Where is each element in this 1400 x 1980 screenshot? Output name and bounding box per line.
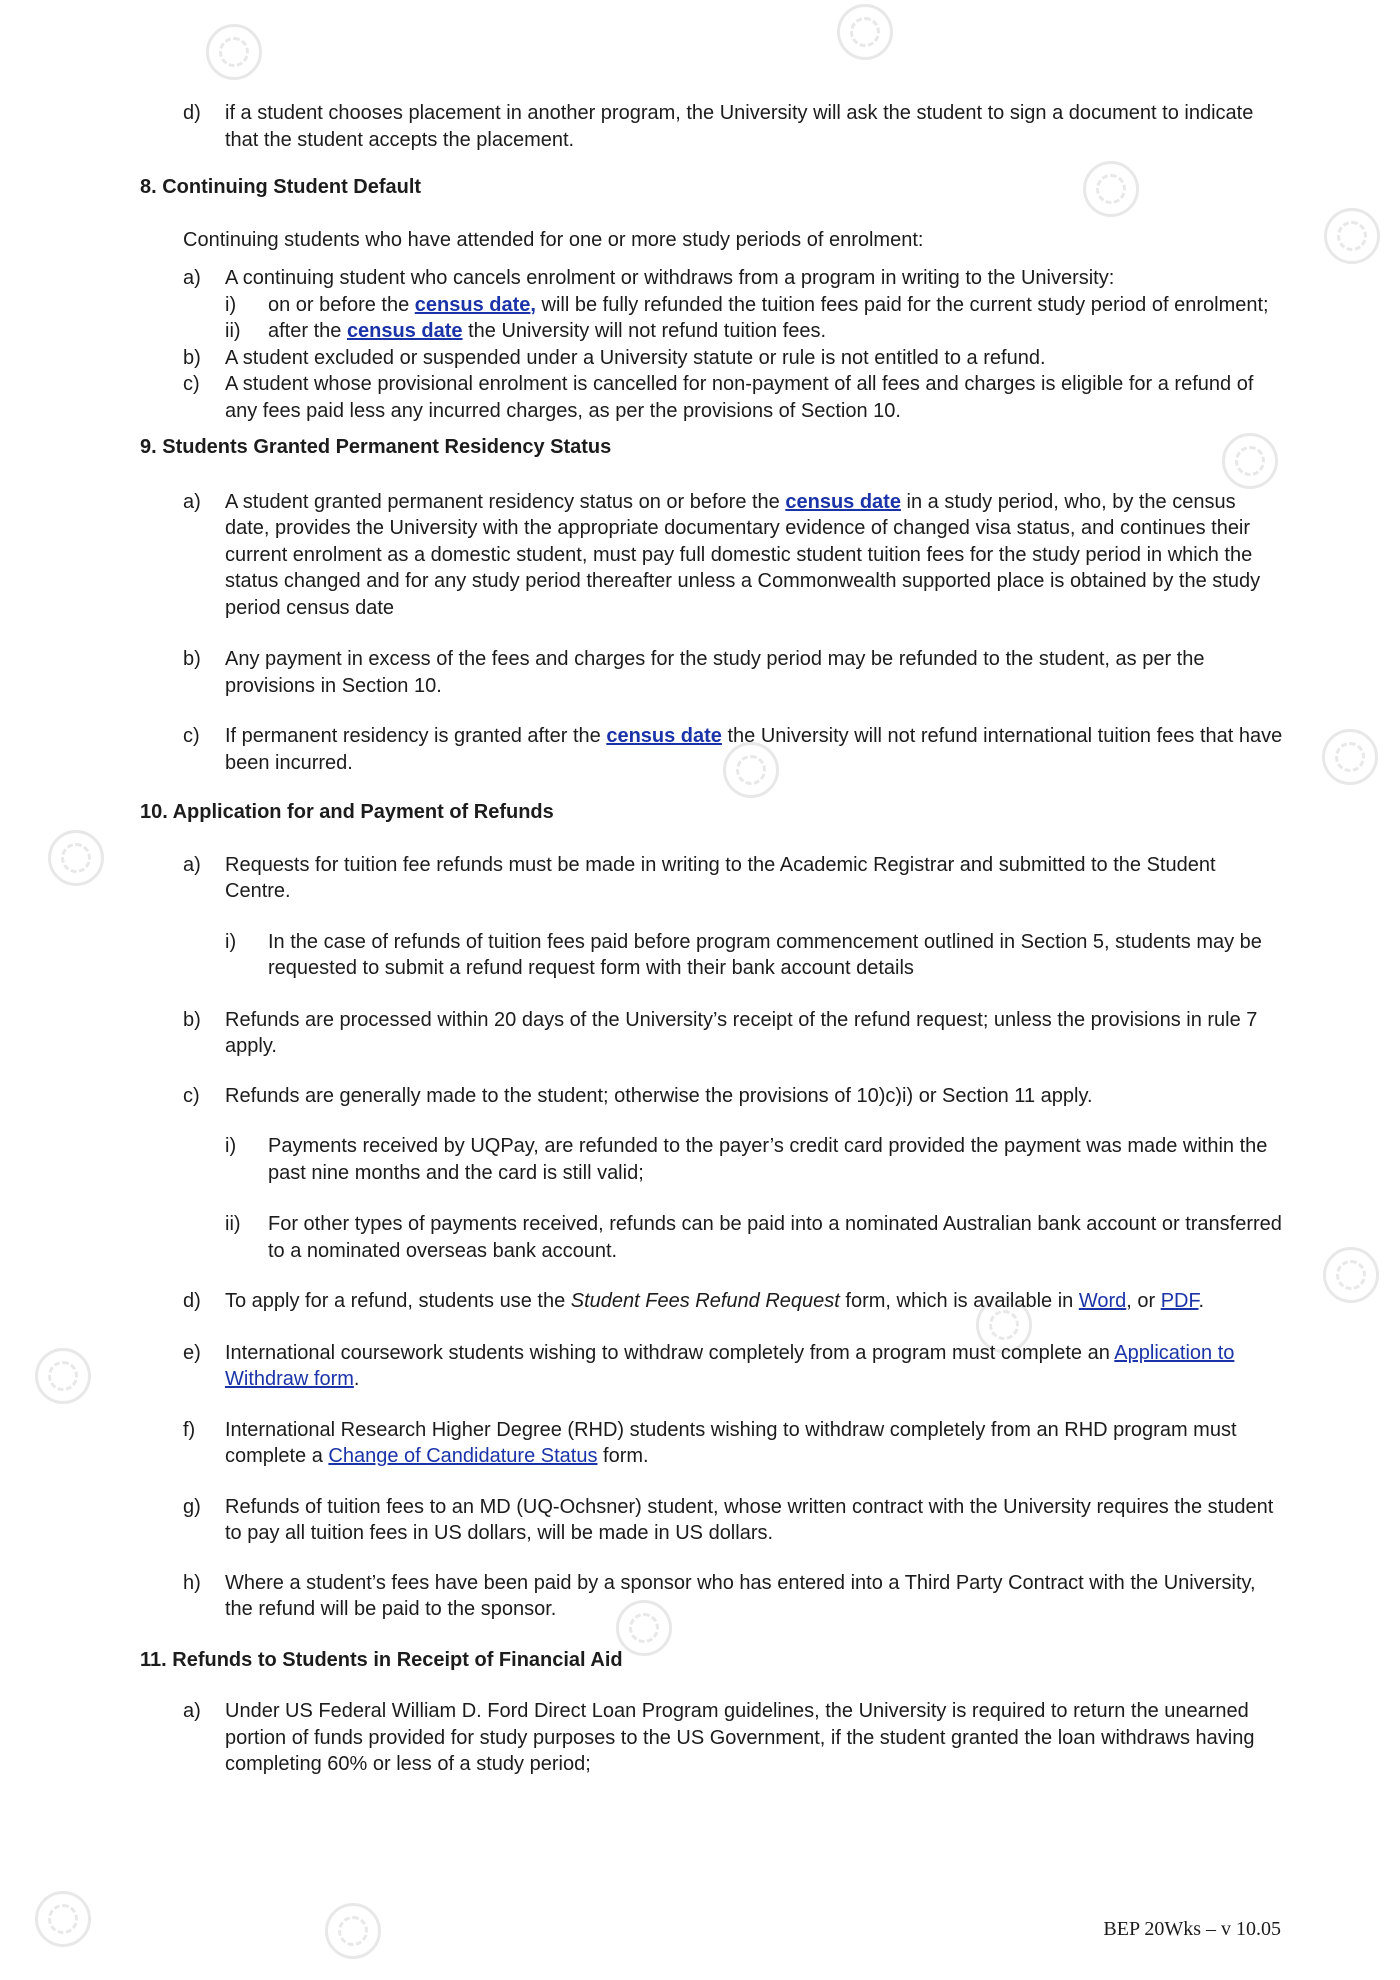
item-text: A student granted permanent residency status on or before the	[225, 490, 786, 513]
item-text: Under US Federal William D. Ford Direct Loan Program guidelines, the University is required to return the unearned portion of funds provided for study purposes to the US Government, if the student granted the loan withdraws having completing 60% or less of a study period;	[225, 1700, 1255, 1775]
list-item-10d	[140, 1288, 1285, 1315]
census-date-link[interactable]: census date	[785, 490, 901, 513]
item-marker: c)	[183, 725, 200, 747]
item-text: In the case of refunds of tuition fees paid before program commencement outlined in Section 5, students may be requested to submit a refund request form with their bank account details	[268, 930, 1262, 979]
item-text: if a student chooses placement in another program, the University will ask the student to sign a document to indicate that the student accepts the placement.	[225, 102, 1254, 151]
section-heading-9: 9. Students Granted Permanent Residency Status	[140, 436, 612, 458]
watermark-logo-icon	[325, 1903, 381, 1959]
item-marker: c)	[183, 373, 200, 395]
item-text: Where a student’s fees have been paid by a sponsor who has entered into a Third Party Contract with the University, the refund will be paid to the sponsor.	[225, 1571, 1256, 1620]
item-marker: e)	[183, 1341, 201, 1364]
item-text: Requests for tuition fee refunds must be made in writing to the Academic Registrar and submitted to the Student Centre.	[225, 853, 1216, 902]
watermark-logo-icon	[35, 1891, 91, 1947]
watermark-logo-icon	[1322, 729, 1378, 785]
sub-item-10a-i	[140, 929, 1285, 982]
item-marker: c)	[183, 1084, 200, 1107]
document-footer-ref: BEP 20Wks – v 10.05	[1103, 1918, 1281, 1940]
watermark-logo-icon	[48, 830, 104, 886]
item-marker: ii)	[225, 1213, 241, 1235]
list-item-8b	[140, 345, 1285, 372]
item-text: A student excluded or suspended under a University statute or rule is not entitled to a refund.	[225, 346, 1046, 369]
item-text: will be fully refunded the tuition fees paid for the current study period of enrolment;	[535, 293, 1269, 316]
item-text: International coursework students wishing to withdraw completely from a program must complete an	[225, 1341, 1115, 1364]
item-marker: i)	[225, 1135, 237, 1157]
list-item-9a	[140, 489, 1285, 622]
item-text: A student whose provisional enrolment is cancelled for non-payment of all fees and charges is eligible for a refund of any fees paid less any incurred charges, as per the provisions of Section 10.	[225, 373, 1254, 422]
withdraw-form-link[interactable]: Application to Withdraw form	[225, 1341, 1235, 1390]
pdf-form-link[interactable]: PDF	[1160, 1290, 1199, 1312]
census-date-link[interactable]: census date	[346, 320, 463, 342]
item-text: .	[1198, 1290, 1205, 1312]
list-item-10f	[140, 1417, 1285, 1470]
item-text: Refunds are generally made to the student; otherwise the provisions of 10)c)i) or Section 11 apply.	[225, 1084, 1093, 1107]
list-item-8a	[140, 265, 1285, 292]
item-text: To apply for a refund, students use the	[225, 1290, 571, 1312]
item-marker: h)	[183, 1571, 201, 1594]
sub-item-8a-i	[140, 292, 1285, 319]
item-marker: g)	[183, 1495, 201, 1518]
list-item-10e	[140, 1340, 1285, 1393]
item-text: International Research Higher Degree (RHD) students wishing to withdraw completely from an RHD program must complete a	[225, 1418, 1237, 1467]
list-item-9b	[140, 646, 1285, 699]
item-text: in a study period, who, by the census date, provides the University with the appropriate documentary evidence of changed visa status, and continues their current enrolment as a domestic student, must pay full domestic student tuition fees for the study period in which the status changed and for any study period thereafter unless a Commonwealth supported place is obtained by the study period census date	[225, 490, 1261, 619]
list-item-8c	[140, 371, 1285, 424]
item-text: Refunds are processed within 20 days of the University’s receipt of the refund request; unless the provisions in rule 7 apply.	[225, 1008, 1258, 1057]
item-marker: b)	[183, 1008, 201, 1031]
sub-item-10c-i	[140, 1133, 1285, 1186]
item-text: form, which is available in	[839, 1290, 1079, 1312]
form-name-text: Student Fees Refund Request	[570, 1290, 840, 1312]
item-marker: d)	[183, 102, 201, 124]
item-marker: i)	[225, 293, 237, 316]
section-heading-11: 11. Refunds to Students in Receipt of Financial Aid	[140, 1648, 623, 1671]
list-item-10a	[140, 852, 1285, 905]
watermark-logo-icon	[35, 1348, 91, 1404]
item-text: Refunds of tuition fees to an MD (UQ-Ochsner) student, whose written contract with the University requires the student to pay all tuition fees in US dollars, will be made in US dollars.	[225, 1495, 1274, 1544]
list-item-9c	[140, 723, 1285, 776]
item-text: on or before the	[268, 293, 415, 316]
census-date-link[interactable]: census date,	[414, 293, 536, 316]
item-marker: i)	[225, 930, 237, 953]
watermark-logo-icon	[1324, 208, 1380, 264]
item-marker: f)	[183, 1418, 196, 1441]
item-marker: a)	[183, 1700, 201, 1722]
section-heading-8: 8. Continuing Student Default	[140, 176, 422, 198]
candidature-status-link[interactable]: Change of Candidature Status	[328, 1445, 598, 1467]
document-body	[140, 100, 1285, 1778]
census-date-link[interactable]: census date	[606, 725, 722, 747]
list-item-7d	[140, 100, 1285, 153]
item-text: Payments received by UQPay, are refunded to the payer’s credit card provided the payment was made within the past nine months and the card is still valid;	[268, 1135, 1268, 1184]
item-text: If permanent residency is granted after the	[225, 725, 607, 747]
item-text: For other types of payments received, refunds can be paid into a nominated Australian bank account or transferred to a nominated overseas bank account.	[268, 1213, 1282, 1262]
watermark-logo-icon	[837, 4, 893, 60]
list-item-10g	[140, 1494, 1285, 1547]
item-text: A continuing student who cancels enrolment or withdraws from a program in writing to the University:	[225, 267, 1115, 289]
item-marker: a)	[183, 853, 201, 876]
item-marker: a)	[183, 490, 201, 513]
list-item-11a	[140, 1698, 1285, 1778]
item-marker: b)	[183, 346, 201, 369]
item-marker: a)	[183, 267, 201, 289]
section-intro-8: Continuing students who have attended for one or more study periods of enrolment:	[183, 228, 924, 251]
list-item-10h	[140, 1570, 1285, 1623]
item-marker: ii)	[225, 320, 241, 342]
sub-item-10c-ii	[140, 1211, 1285, 1264]
sub-item-8a-ii	[140, 318, 1285, 345]
item-marker: b)	[183, 648, 201, 670]
item-text: the University will not refund tuition fees.	[462, 320, 827, 342]
item-text: , or	[1126, 1290, 1161, 1312]
item-text: form.	[597, 1445, 649, 1467]
item-marker: d)	[183, 1290, 201, 1312]
watermark-logo-icon	[1323, 1247, 1379, 1303]
list-item-10c	[140, 1083, 1285, 1110]
word-form-link[interactable]: Word	[1078, 1290, 1127, 1312]
list-item-10b	[140, 1007, 1285, 1060]
watermark-logo-icon	[206, 24, 262, 80]
item-text: .	[353, 1368, 360, 1390]
item-text: Any payment in excess of the fees and charges for the study period may be refunded to the student, as per the provisions in Section 10.	[225, 648, 1205, 697]
item-text: the University will not refund international tuition fees that have been incurred.	[225, 725, 1283, 774]
item-text: after the	[268, 320, 347, 342]
section-heading-10: 10. Application for and Payment of Refunds	[140, 801, 554, 823]
